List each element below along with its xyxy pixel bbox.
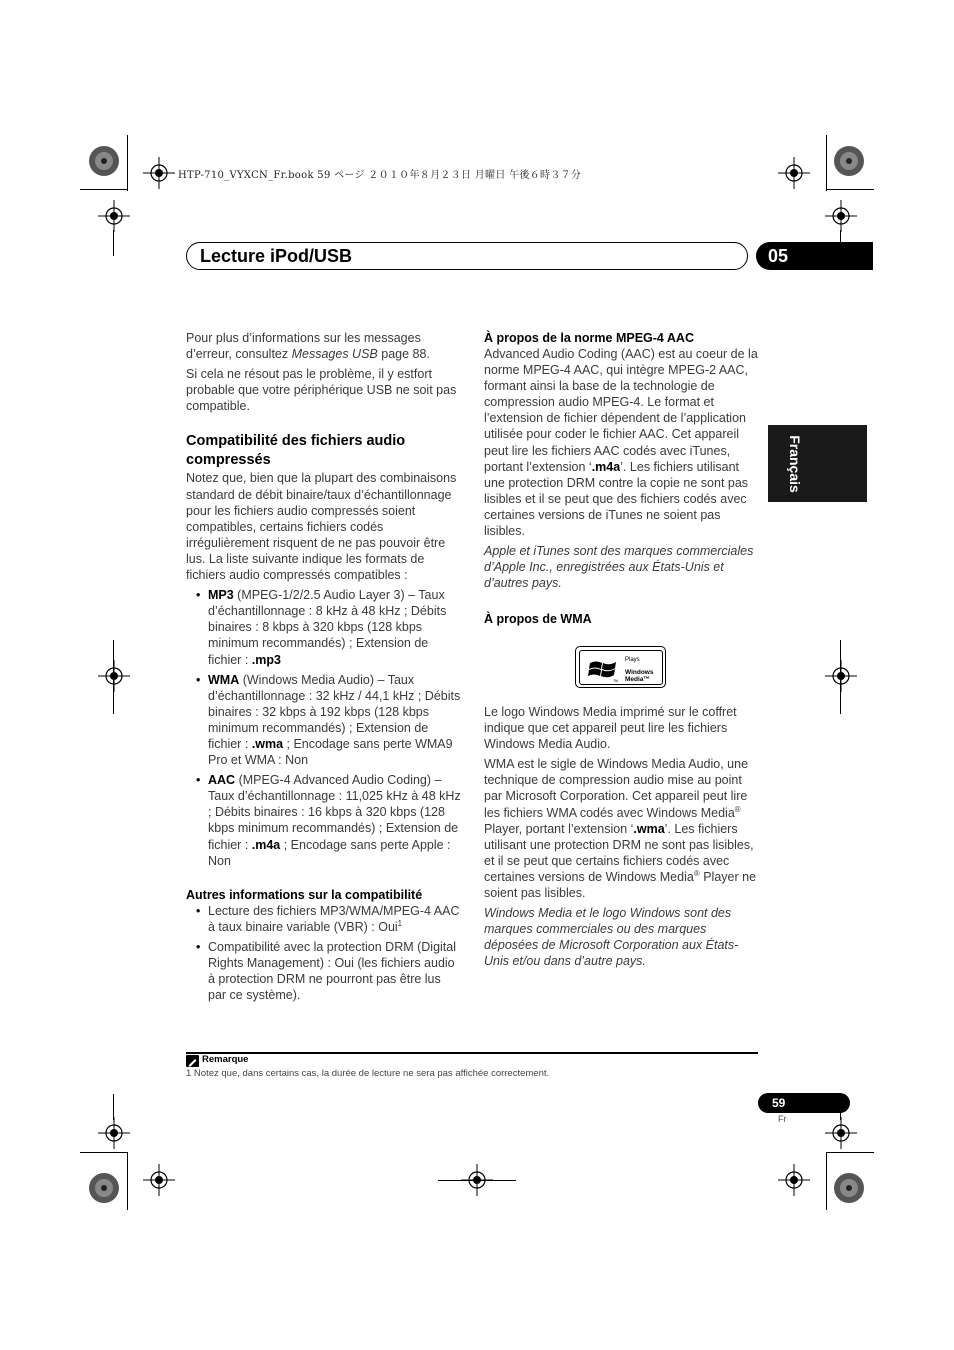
crosshair-icon <box>825 200 857 232</box>
chapter-number: 05 <box>768 246 789 266</box>
paragraph-wma-trademark: Windows Media et le logo Windows sont des marques commerciales ou des marques déposées de Microsoft Corporation aux États-Unis et/ou dans d’autre pays. <box>484 906 739 969</box>
footnote-1: 1 Notez que, dans certains cas, la durée de lecture ne sera pas affichée correctement. <box>186 1068 550 1079</box>
paragraph-compat-intro: Notez que, bien que la plupart des combinaisons standard de débit binaire/taux d’échantillonnage pour les fichiers audio compressés soient compatibles, certains fichiers codés irrégulièrement risquent de ne pas pouvoir être lus. La liste suivante indique les formats de fichiers audio compressés compatibles : <box>186 471 457 583</box>
logo-plays: Plays <box>625 657 640 663</box>
paragraph-wma-logo: Le logo Windows Media imprimé sur le coffret indique que cet appareil peut lire les fichiers Windows Media Audio. <box>484 705 737 752</box>
paragraph-aac: Advanced Audio Coding (AAC) est au coeur de la norme MPEG-4 AAC, qui intègre MPEG-2 AAC, formant ainsi la base de la technologie de compression audio MPEG-4. Le format et l’extension de fichier dépendent de l’application utilisée pour coder le fichier AAC. Cet appareil peut lire les fichiers AAC codés avec iTunes, portant l’extension ‘.m4a’. Les fichiers utilisant une protection DRM contre la copie ne sont pas lisibles et il se peut que des fichiers codés avec certaines versions de iTunes ne soient pas lisibles. <box>484 347 758 539</box>
registration-starburst-icon <box>88 1172 120 1204</box>
registration-starburst-icon <box>833 145 865 177</box>
list-item: • MP3 (MPEG-1/2/2.5 Audio Layer 3) – Taux d’échantillonnage : 8 kHz à 48 kHz ; Débits binaires : 8 kbps à 320 kbps (128 kbps minimum recommandés) ; Extension de fichier : .mp3 <box>186 587 461 667</box>
list-item: • WMA (Windows Media Audio) – Taux d’échantillonnage : 32 kHz / 44,1 kHz ; Débits binaires : 32 kbps à 192 kbps (128 kbps minimum recommandés) ; Extension de fichier : .wma ; Encodage sans perte WMA9 Pro et WMA : Non <box>186 672 461 769</box>
paragraph-compat-warning: Si cela ne résout pas le problème, il y estfort probable que votre périphérique USB ne soit pas compatible. <box>186 367 457 414</box>
list-item: • Compatibilité avec la protection DRM (Digital Rights Management) : Oui (les fichiers audio à protection DRM ne pourront pas être lus par ce système). <box>186 939 461 1003</box>
left-column <box>186 330 461 1007</box>
logo-windows-media: Windows Media™ <box>625 669 654 683</box>
crosshair-icon <box>143 157 175 189</box>
paragraph-wma: WMA est le sigle de Windows Media Audio, une technique de compression audio mise au point par Microsoft Corporation. Cet appareil peut lire les fichiers WMA codés avec Windows Media® Player, portant l’extension ‘.wma’. Les fichiers utilisant une protection DRM ne sont pas lisibles, et il se peut que certains fichiers codés avec certaines versions de Windows Media® Player ne soient pas lisibles. <box>484 757 757 901</box>
crosshair-icon <box>778 1164 810 1196</box>
crosshair-icon <box>825 1117 857 1149</box>
crosshair-icon <box>143 1164 175 1196</box>
pencil-note-icon <box>186 1055 199 1067</box>
crosshair-icon <box>98 200 130 232</box>
heading-other-compat: Autres informations sur la compatibilité <box>186 887 423 902</box>
note-divider <box>186 1052 758 1054</box>
heading-mpeg4-aac: À propos de la norme MPEG-4 AAC <box>484 331 694 345</box>
list-item: • Lecture des fichiers MP3/WMA/MPEG-4 AAC à taux binaire variable (VBR) : Oui$^1$ <box>186 903 461 935</box>
language-tab-label: Français <box>786 434 803 493</box>
paragraph-usb-errors: Pour plus d’informations sur les messages d’erreur, consultez Messages USB page 88. <box>186 331 430 362</box>
other-compat-list <box>186 903 461 1004</box>
windows-media-logo <box>575 646 666 688</box>
logo-tm: TM <box>613 679 619 683</box>
heading-wma: À propos de WMA <box>484 612 592 627</box>
right-column-wma <box>484 704 760 974</box>
page-title: Lecture iPod/USB <box>200 246 353 266</box>
page-language: Fr <box>778 1114 787 1124</box>
format-list <box>186 587 461 869</box>
page-number: 59 <box>772 1096 786 1110</box>
right-column <box>484 330 760 627</box>
crosshair-icon <box>98 660 130 692</box>
registration-starburst-icon <box>833 1172 865 1204</box>
language-tab <box>768 425 867 502</box>
file-meta-line: HTP-710_VYXCN_Fr.book 59 ページ ２０１０年８月２３日 月曜日 午後６時３７分 <box>178 170 582 181</box>
crosshair-icon <box>825 660 857 692</box>
crosshair-icon <box>778 157 810 189</box>
registration-starburst-icon <box>88 145 120 177</box>
messages-usb-reference: Messages USB <box>291 347 378 362</box>
list-item: • AAC (MPEG-4 Advanced Audio Coding) – Taux d’échantillonnage : 11,025 kHz à 48 kHz ; Débits binaires : 16 kbps à 320 kbps (128 kbps minimum recommandés) ; Extension de fichier : .m4a ; Encodage sans perte Apple : Non <box>186 772 461 869</box>
paragraph-apple-trademark: Apple et iTunes sont des marques commerciales d’Apple Inc., enregistrées aux États-Unis et d’autres pays. <box>484 544 754 591</box>
crosshair-icon <box>98 1117 130 1149</box>
note-label: Remarque <box>202 1054 249 1065</box>
heading-compat-files: Compatibilité des fichiers audio compressés <box>186 433 406 469</box>
